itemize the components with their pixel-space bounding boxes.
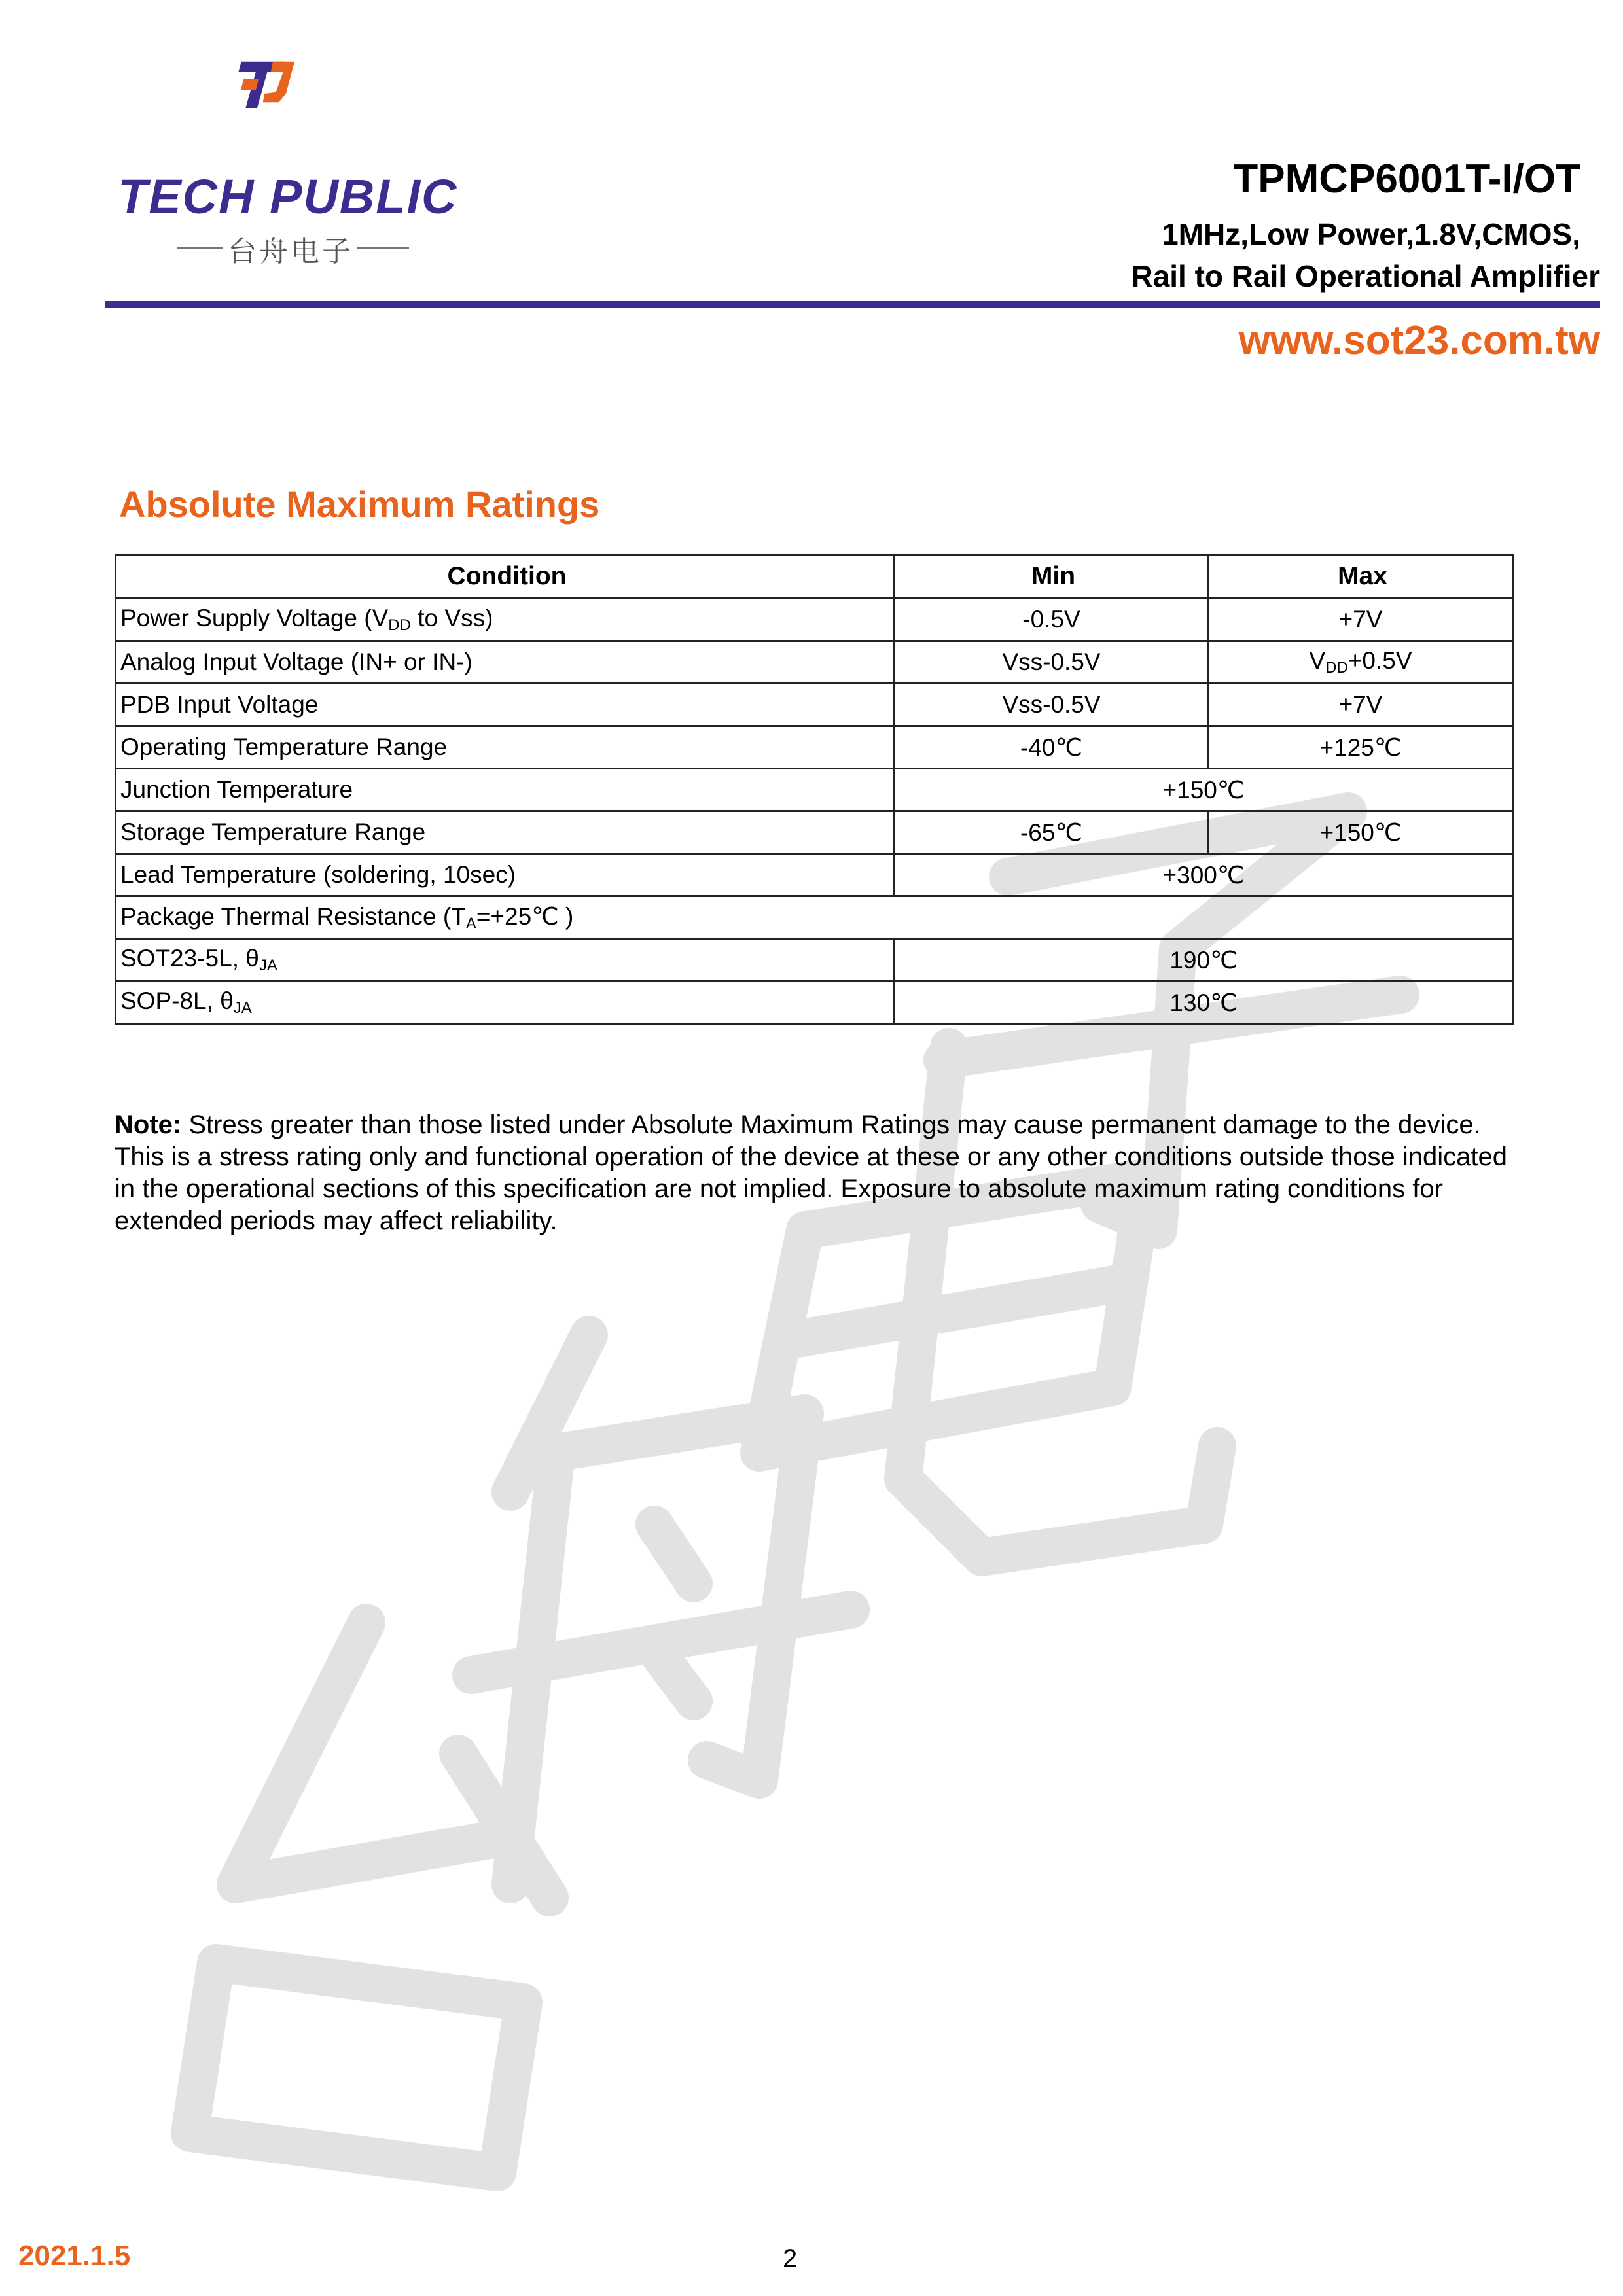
logo-wordmark: TECH PUBLIC: [118, 169, 458, 224]
cell-value: 130℃: [895, 981, 1513, 1024]
cell-condition: PDB Input Voltage: [116, 684, 895, 726]
subtitle-line-1: 1MHz,Low Power,1.8V,CMOS,: [1162, 217, 1580, 251]
logo-divider-left: [177, 247, 223, 249]
table-header-row: [116, 555, 1513, 599]
cell-value: +150℃: [895, 769, 1513, 811]
footer-date: 2021.1.5: [18, 2240, 131, 2272]
cell-min: -40℃: [895, 726, 1209, 769]
col-header-max: Max: [1209, 555, 1513, 599]
cell-condition: SOP-8L, $\theta_{JA}$: [116, 981, 895, 1024]
table-row: [116, 684, 1513, 726]
website-link[interactable]: www.sot23.com.tw: [1238, 318, 1600, 363]
cell-min: -0.5V: [895, 599, 1209, 641]
table-row: [116, 854, 1513, 896]
table-row: [116, 981, 1513, 1024]
cell-value: +300℃: [895, 854, 1513, 896]
cell-max: +7V: [1209, 599, 1513, 641]
cell-condition: Lead Temperature (soldering, 10sec): [116, 854, 895, 896]
header-rule: [105, 301, 1600, 308]
table-row: [116, 599, 1513, 641]
table-row: [116, 939, 1513, 981]
cell-condition: Analog Input Voltage (IN+ or IN-): [116, 641, 895, 684]
cell-max: +7V: [1209, 684, 1513, 726]
cell-max: $V_{DD}+0.5V$: [1209, 641, 1513, 684]
cell-min: Vss-0.5V: [895, 641, 1209, 684]
table-row: [116, 896, 1513, 939]
cell-condition: SOT23-5L, $\theta_{JA}$: [116, 939, 895, 981]
cell-min: -65℃: [895, 811, 1209, 854]
cell-max: +150℃: [1209, 811, 1513, 854]
cell-condition: Power Supply Voltage ($V_{DD}$ to Vss): [116, 599, 895, 641]
cell-min: Vss-0.5V: [895, 684, 1209, 726]
tech-public-logo-mark: [236, 49, 380, 167]
col-header-min: Min: [895, 555, 1209, 599]
cell-condition: Storage Temperature Range: [116, 811, 895, 854]
part-number: TPMCP6001T-I/OT: [1233, 156, 1580, 202]
table-row: [116, 726, 1513, 769]
cell-condition: Operating Temperature Range: [116, 726, 895, 769]
table-row: [116, 641, 1513, 684]
table-row: [116, 811, 1513, 854]
cell-condition: Junction Temperature: [116, 769, 895, 811]
note-paragraph: [115, 1109, 1528, 1237]
col-header-condition: Condition: [116, 555, 895, 599]
table-row: [116, 769, 1513, 811]
note-text: Stress greater than those listed under Absolute Maximum Ratings may cause permanent damage to the device. This is a stress rating only and functional operation of the device at these or any other conditions outside those indicated in the operational sections of this specification are not implied. Exposure to absolute maximum rating conditions for extended periods may affect reliability.: [115, 1110, 1507, 1235]
absolute-maximum-ratings-table: [115, 554, 1514, 1025]
cell-condition: Package Thermal Resistance ($T_A=+25℃$ ): [116, 896, 1513, 939]
cell-max: +125℃: [1209, 726, 1513, 769]
logo-chinese-name: 台舟电子: [228, 236, 353, 268]
page-number: 2: [783, 2244, 798, 2273]
cell-value: 190℃: [895, 939, 1513, 981]
logo-divider-right: [357, 247, 409, 249]
note-label: Note:: [115, 1110, 182, 1139]
subtitle-line-2: Rail to Rail Operational Amplifier: [1131, 259, 1600, 293]
section-title: Absolute Maximum Ratings: [119, 484, 600, 525]
